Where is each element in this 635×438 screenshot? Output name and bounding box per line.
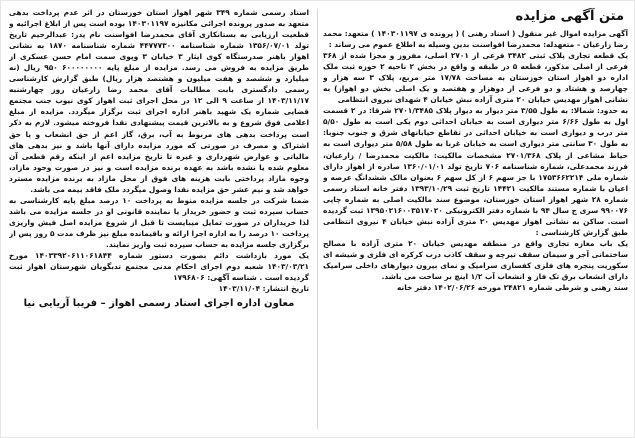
notice-title: متن آگهی مزایده bbox=[515, 9, 624, 24]
property-description-paragraph: یک قطعه تجاری پلاک ثبتی ۳۴۸۲ فرعی از ۲۷۰۱ اصلی، مفروز و مجزا شده از ۳۶۸ فرعی از اصلی مذکور، قطعه ۵ در طبقه و واقع در بخش ۲ ناحیه ۲ حوزه ثبت ملک اداره دو اهواز استان خوزستان به مساحت ۱۷/۷۸ متر مربع، پلاک ۳ سه هزار و چهارصد و هشتاد و دو فرعی از دوهزار و هفتصد و یک اصلی بخش دو اهواز) به نشانی اهواز مهدیس خیابان ۲۰ متری آزاده نبش خیابان ۴ شهدای نیروی انتظامی bbox=[323, 51, 628, 105]
auction-terms-paragraph: اسناد رسمی شماره ۳۴۹ شهر اهواز استان خوزستان در اثر عدم پرداخت بدهی متعهد به صدور پرونده اجرائی مکانیزه ۱۴۰۳۰۱۱۹۷ بوده است پس از ابلاغ اجرائیه و قطعیت ارزیابی به بستانکاری آقای محمدرضا افواسنت نام پدر: عبدالرحیم تاریخ تولد ۱۳۵۶/۰۷/۰۱ شماره شناسنامه ۴۴۷۷۷۳۰۰ شماره شناسنامه ۱۸۷۰ به نشانی اهواز باهنر صدرستگاه کوی ایثار ۳ خیابان ۳ وپوی سمت امام حسن عسکری از طریق مزایده به فروش می رسد. مزایده از مبلغ پایه ۶۰۰۰۰۰۰۰۰ ۹۵۰ ریال (نه میلیارد و ششصد و هفت میلیون و هشتصد هزار ریال) طبق گزارش کارشناسی رسمی دادگستری بابت مطالبات آقای محمد رضا زارعیان روز چهارشنبه ۱۴۰۳/۱۱/۱۷ از ساعت ۹ الی ۱۲ در محل اجرای ثبت اهواز کوی نیوب جنب مجتمع قضایی شماره یک شهید باهنر اداره اجرای ثبت برگزار میگردد. مزایده از مبلغ اعلامی فوق شروع و به بالاترین قیمت پیشنهادی نقدا فروخته میشود. لازم به ذکر است پرداخت بدهی های مربوط به آب، برق، گاز اعم از حق انشعاب و یا حق اشتراک و مصرف در صورتی که مورد مزایده دارای آنها باشد و نیز بدهی های مالیاتی و عوارض شهرداری و غیره تا تاریخ مزایده اعم از اینکه رقم قطعی آن معلوم شده یا نشده باشد به عهده برنده مزایده است و نیز در صورت وجود مازاد، وجوه مازاد پرداختی بابت هزینه های فوق از محل مازاد به برنده مزایده مسترد خواهد شد و نیم عشر حق مزایده نقدا وصول میگردد ملک فاقد بیمه می باشد. bbox=[9, 8, 309, 194]
signature-line: معاون اداره اجرای اسناد رسمی اهواز – فریبا آریایی نیا bbox=[23, 298, 295, 310]
mortgage-document-paragraph: سند رهنی و شرطی شماره ۲۴۸۲۱ مورخه ۱۴۰۲/۰۶/۲۶ دفتر خانه bbox=[396, 283, 628, 293]
expert-report-paragraph: یک باب مغازه تجاری واقع در منطقه مهدیس خیابان ۲۰ متری آزاده با مصالح ساختمانی آجر و سیمان سقف تیرچه و سقف کاذب درب کرکره ای فلزی و شیشه ای سکوریت پنجره های فلزی کفسازی سرامیک و نمای بیرون دیوارهای داخلی سرامیک دارای انشعاب برق تک فاز و انشعاب آب ۱/۲ اینچ بر ساحت می باشد. bbox=[323, 238, 628, 282]
property-boundaries-paragraph: به حدود: شمالا: به طول ۳/۵۵ متر دیوار به دیوار پلاک ۲۷۰۱/۳۴۸۵ شرقا: در ۲ قسمت اول به طول ۶/۶۶ متر دیواری است به خیابان احداثی دوم یکی است به طول ۵/۵۰ متر درب و دیواری است به خیابان احداثی در تقاطع خیابانهای شرق و جنوب جنوبا: به طول ۳۰ سانتی متر دیواری است به خیابان غربا به طول ۵/۵۸ متر دیواری است به حیاط مشاعی از پلاک ۲۷۰۱/۳۶۸ مشخصات مالکیت: مالکیت محمدرضا / زارعیان، فرزند محمدعلی، شماره شناسنامه ۷۰۶ تاریخ تولد ۱۳۶۰/۰۱/۰۱ صادره از اهواز دارای شماره ملی ۱۷۵۳۶۶۲۲۱۴ با جز سهم ۶ از کل سهم ۶ بعنوان مالک ششدانگ عرصه و اعیان با شماره مستند مالکیت ۱۴۴۲۱ تاریخ ثبت ۱۳۹۳/۱۰/۲۹ دفتر خانه اسناد رسمی شماره ۲۸ شهر اهواز استان خوزستان، موضوع سند مالکیت اصلی به شماره چاپی ۹۹۰۰۷۶ سری ج سال ۹۴ با شماره دفتر الکترونیکی ۱۳۹۵۰۲۱۶۰۰۳۵۱۷۰۲۰ ثبت گردیده است. ساکن به نشانی اهواز مهدیس ۲۰ متری آزاده نبش خیابان ۴ نیروی انتظامی طبق گزارش کارشناسی : bbox=[323, 106, 628, 237]
notice-intro-paragraph: آگهی مزایده اموال غیر منقول ( اسناد رهنی ) ( پرونده ی ۱۴۰۳۰۱۱۹۷ ) متعهد: محمد رضا زارعیان – متعهدله: محمدرضا افواسنت بدین وسیله به اطلاع عموم می رساند : bbox=[323, 29, 628, 50]
left-column bbox=[9, 7, 309, 433]
right-column bbox=[323, 7, 628, 433]
seizure-order-paragraph: یک مورد بازداشت دائم بصورت دستور شماره ۱۴۰۳۳۹۲۰۶۱۱۰۶۱۸۴۴ مورخ ۱۴۰۳/۰۳/۲۱ شعبه دوم اجرای احکام مدنی مجتمع تدبگویان شهرستان اهواز ثبت گردیده است . شناسه آگهی: ۱۷۹۶۸۰۶ bbox=[9, 251, 309, 283]
column-divider bbox=[317, 9, 318, 429]
publication-date: تاریخ انتشار: ۱۴۰۳/۱۱/۰۴ bbox=[218, 284, 309, 294]
deposit-conditions-paragraph: ضمنا شرکت در جلسه مزایده منوط به پرداخت ۱۰ درصد مبلغ پایه کارشناسی به حساب سپرده ثبت و حضور خریدار یا نماینده قانونی او در جلسه مزایده می باشد لذا خریداران در صورت تمایل میبایست تا قبل از شروع مزایده اصل فیش واریزی پرداخت ۱۰ درصد را به اداره اجرا ارائه و باقیمانده مبلغ نیز ظرف مدت ۵ روز پس از برگزاری جلسه مزایده به حساب سپرده ثبت واریز نمایند. bbox=[9, 195, 309, 249]
